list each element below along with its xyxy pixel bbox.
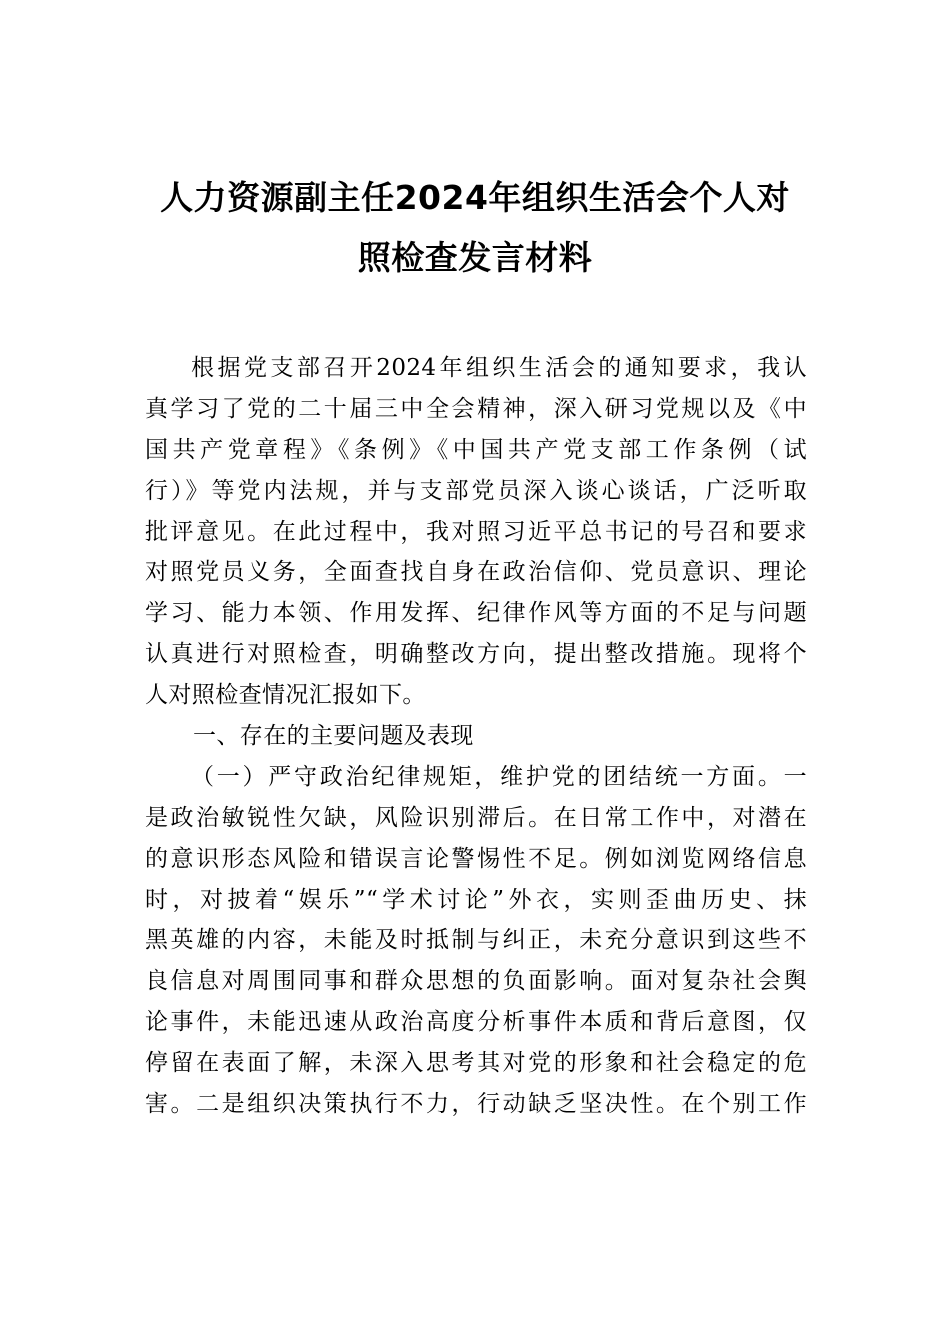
paragraph-line: 行）》等党内法规，并与支部党员深入谈心谈话，广泛听取 bbox=[145, 477, 807, 504]
document-title bbox=[100, 168, 850, 288]
paragraph-line: 学习、能力本领、作用发挥、纪律作风等方面的不足与问题 bbox=[145, 600, 807, 627]
paragraph-line: 黑英雄的内容，未能及时抵制与纠正，未充分意识到这些不 bbox=[145, 927, 807, 954]
paragraph-line: 对照党员义务，全面查找自身在政治信仰、党员意识、理论 bbox=[145, 559, 807, 586]
paragraph-line: 害。二是组织决策执行不力，行动缺乏坚决性。在个别工作 bbox=[145, 1091, 807, 1118]
paragraph-line: 真学习了党的二十届三中全会精神，深入研习党规以及《中 bbox=[145, 395, 807, 422]
paragraph-line: 根据党支部召开2024年组织生活会的通知要求，我认 bbox=[191, 355, 807, 381]
section-heading: 一、存在的主要问题及表现 bbox=[193, 723, 474, 750]
title-line-1: 人力资源副主任2024年组织生活会个人对 bbox=[160, 178, 790, 217]
paragraph-line: 论事件，未能迅速从政治高度分析事件本质和背后意图，仅 bbox=[145, 1009, 807, 1036]
paragraph-line: 国共产党章程》《条例》《中国共产党支部工作条例（试 bbox=[145, 436, 807, 463]
paragraph-line: 批评意见。在此过程中，我对照习近平总书记的号召和要求 bbox=[145, 518, 807, 545]
paragraph-line: 人对照检查情况汇报如下。 bbox=[145, 682, 426, 709]
subsection-line: （一）严守政治纪律规矩，维护党的团结统一方面。一 bbox=[191, 763, 807, 790]
paragraph-line: 停留在表面了解，未深入思考其对党的形象和社会稳定的危 bbox=[145, 1050, 807, 1077]
document-body bbox=[145, 348, 807, 1125]
paragraph-line: 的意识形态风险和错误言论警惕性不足。例如浏览网络信息 bbox=[145, 845, 807, 872]
paragraph-line: 良信息对周围同事和群众思想的负面影响。面对复杂社会舆 bbox=[145, 968, 807, 995]
paragraph-line: 时，对披着“娱乐”“学术讨论”外衣，实则歪曲历史、抹 bbox=[145, 886, 807, 913]
paragraph-line: 是政治敏锐性欠缺，风险识别滞后。在日常工作中，对潜在 bbox=[145, 804, 807, 831]
paragraph-line: 认真进行对照检查，明确整改方向，提出整改措施。现将个 bbox=[145, 641, 807, 668]
title-line-2: 照检查发言材料 bbox=[357, 238, 593, 277]
